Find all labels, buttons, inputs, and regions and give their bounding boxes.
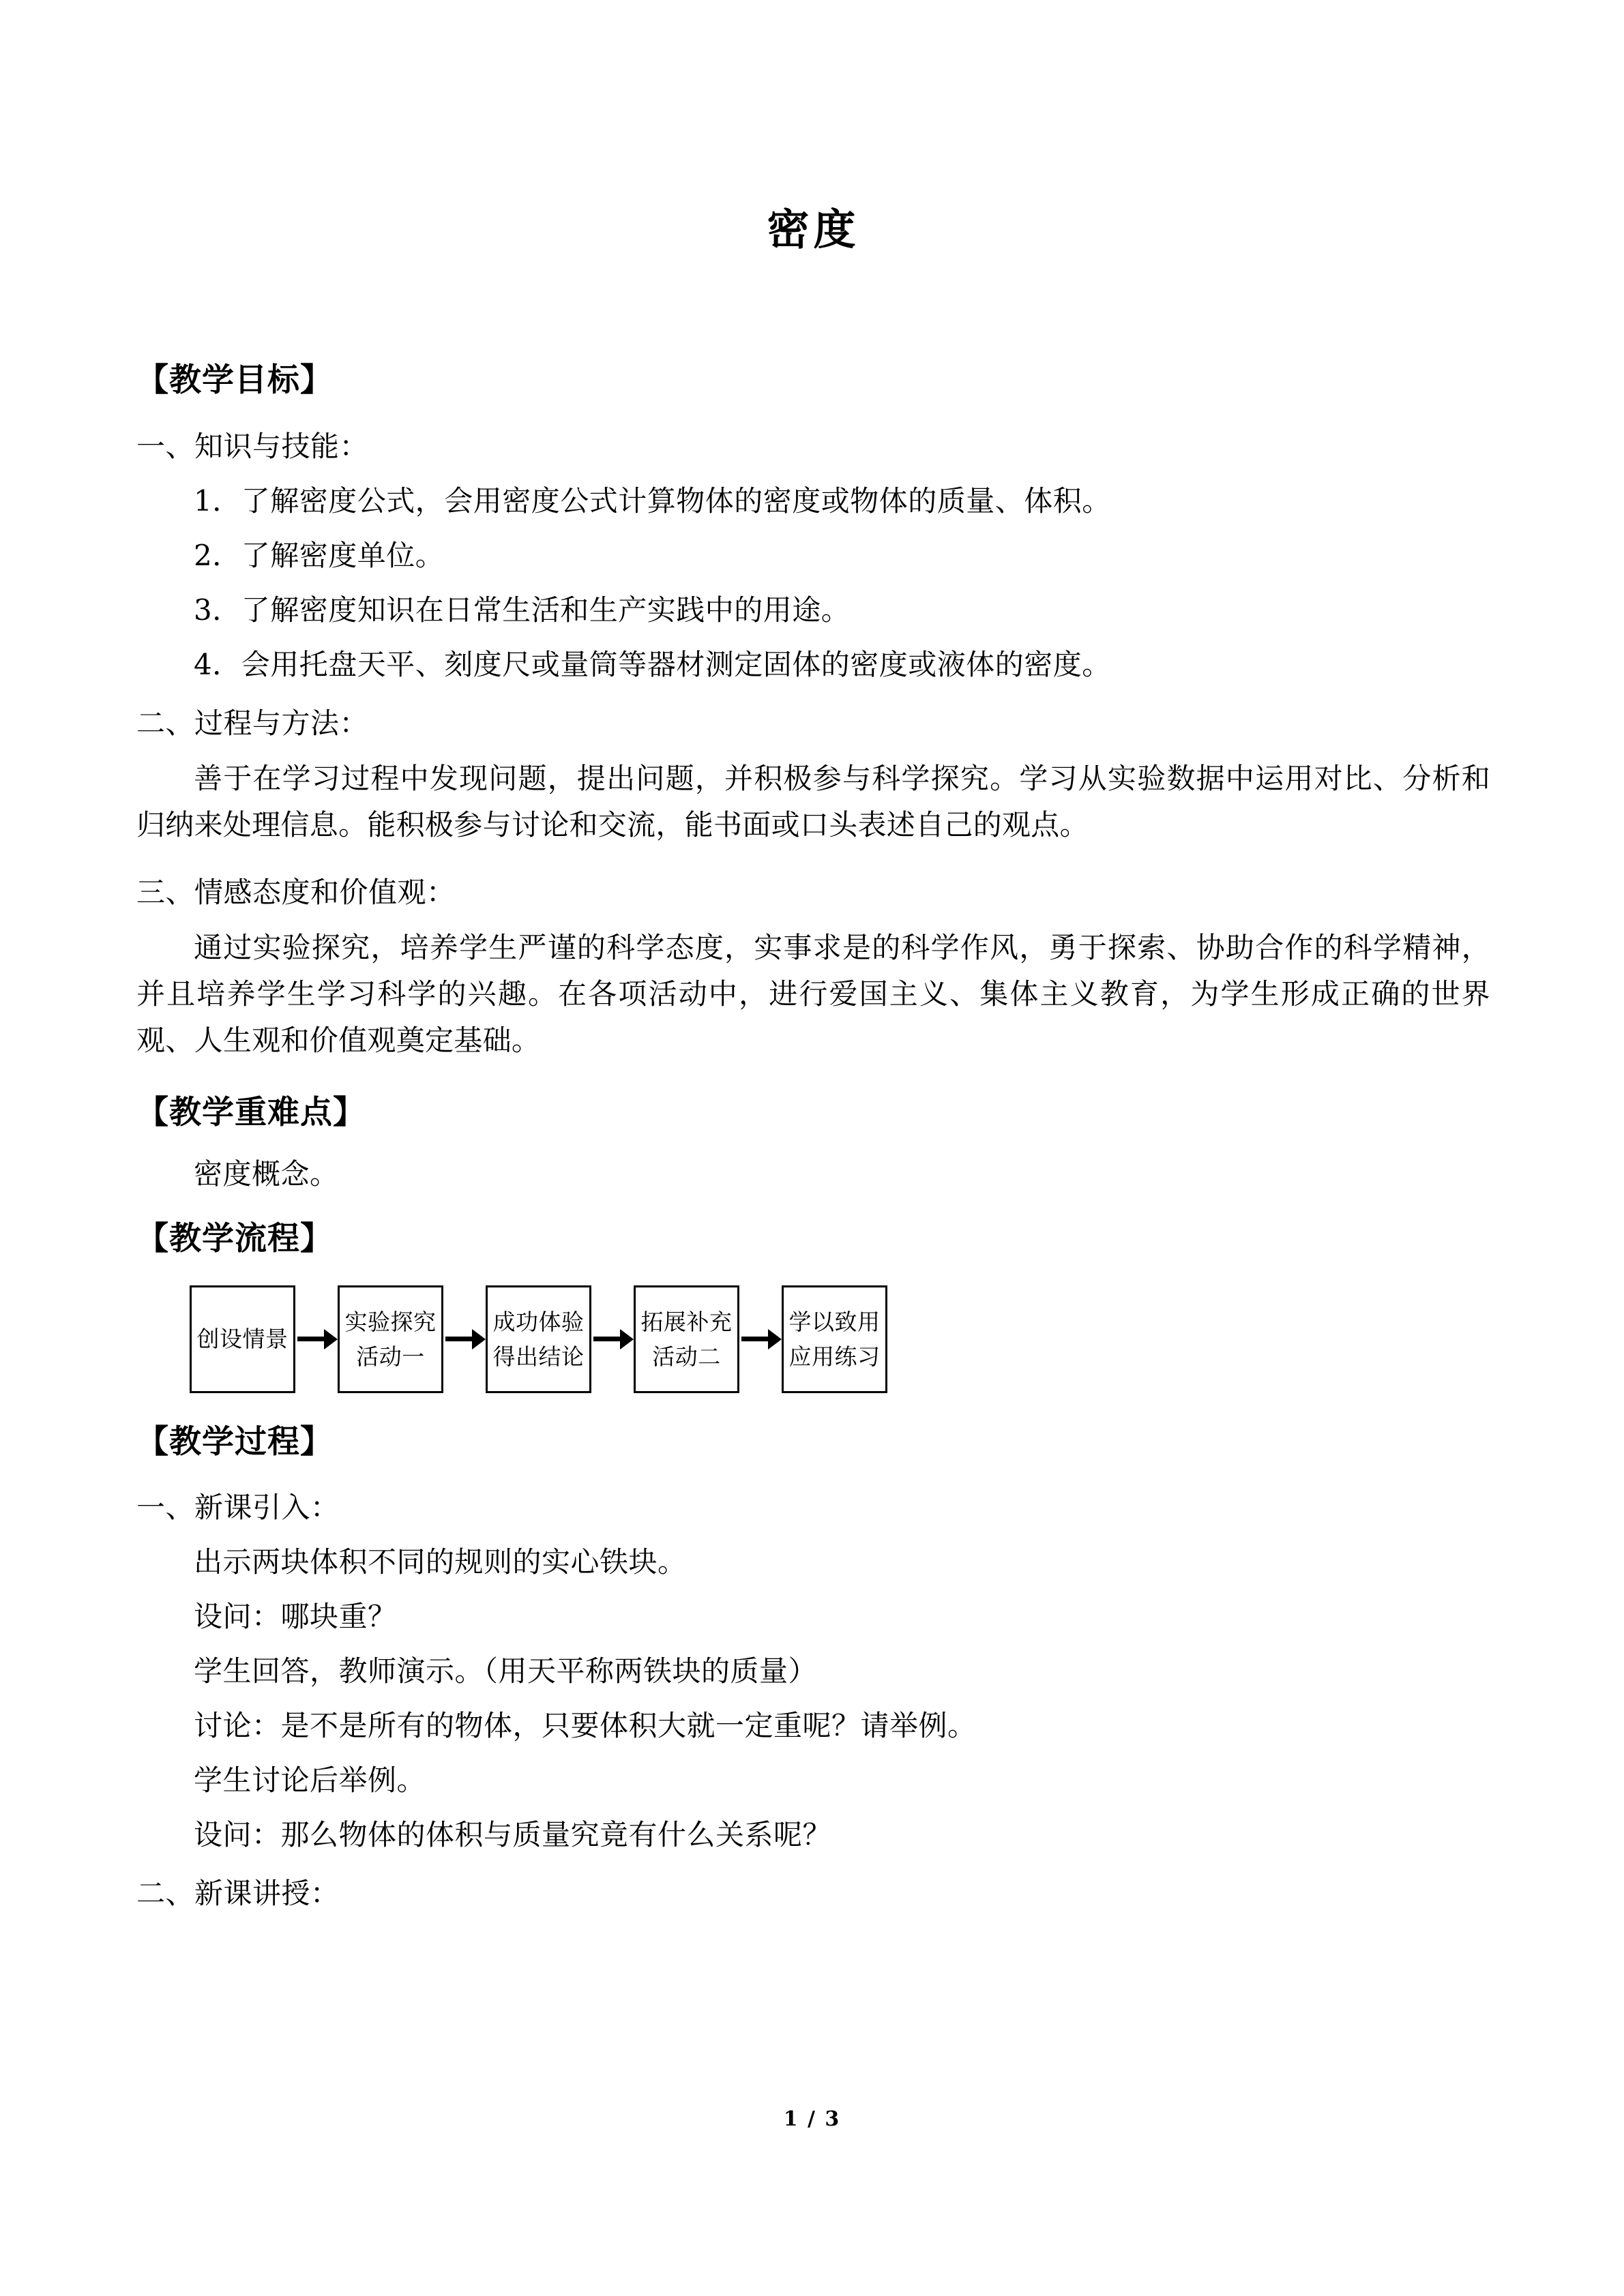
process-line-2: 设问：哪块重？ bbox=[194, 1600, 397, 1634]
process-line-5: 学生讨论后举例。 bbox=[194, 1763, 426, 1798]
arrow-head bbox=[768, 1329, 782, 1350]
objectives-group2-label: 二、过程与方法： bbox=[136, 706, 369, 740]
flow-box-4-line2: 活动二 bbox=[652, 1343, 721, 1370]
arrow-shaft bbox=[593, 1337, 620, 1341]
flow-box-4 bbox=[634, 1285, 739, 1393]
page-footer: 1 / 3 bbox=[783, 2107, 841, 2131]
objective-item-2: 2．了解密度单位。 bbox=[194, 538, 445, 572]
flow-box-2-line1: 实验探究 bbox=[344, 1308, 437, 1335]
section-heading-key-points: 【教学重难点】 bbox=[136, 1093, 366, 1131]
flow-box-3-line2: 得出结论 bbox=[492, 1343, 585, 1370]
section-heading-flow: 【教学流程】 bbox=[136, 1220, 333, 1258]
flow-box-1 bbox=[190, 1285, 295, 1393]
page-content bbox=[136, 0, 1490, 1911]
flow-box-4-line1: 拓展补充 bbox=[640, 1308, 733, 1335]
flow-box-1-line1: 创设情景 bbox=[196, 1326, 289, 1353]
arrow-head bbox=[620, 1329, 634, 1350]
flow-box-2 bbox=[338, 1285, 443, 1393]
arrow-shaft bbox=[297, 1337, 324, 1341]
arrow-head bbox=[472, 1329, 486, 1350]
arrow-head bbox=[324, 1329, 338, 1350]
flow-arrow-icon-4 bbox=[739, 1329, 782, 1350]
flow-box-3 bbox=[486, 1285, 591, 1393]
process-part2-label: 二、新课讲授： bbox=[136, 1877, 340, 1911]
objectives-group1-label: 一、知识与技能： bbox=[136, 429, 369, 463]
objectives-group3-label: 三、情感态度和价值观： bbox=[136, 875, 456, 909]
flow-arrow-icon-2 bbox=[443, 1329, 486, 1350]
page-title: 密度 bbox=[767, 205, 860, 254]
objectives-group2-paragraph: 善于在学习过程中发现问题，提出问题，并积极参与科学探究。学习从实验数据中运用对比、分析和归纳来处理信息。能积极参与讨论和交流，能书面或口头表述自己的观点。 bbox=[136, 761, 1490, 841]
teaching-flow-diagram bbox=[190, 1285, 1490, 1393]
objectives-group3-paragraph: 通过实验探究，培养学生严谨的科学态度，实事求是的科学作风，勇于探索、协助合作的科学精神，并且培养学生学习科学的兴趣。在各项活动中，进行爱国主义、集体主义教育，为学生形成正确的世界观、人生观和价值观奠定基础。 bbox=[136, 930, 1490, 1057]
process-line-6: 设问：那么物体的体积与质量究竟有什么关系呢？ bbox=[194, 1818, 832, 1852]
process-part1-label: 一、新课引入： bbox=[136, 1491, 340, 1525]
process-line-3: 学生回答，教师演示。（用天平称两铁块的质量） bbox=[194, 1654, 818, 1688]
flow-box-5-line1: 学以致用 bbox=[788, 1308, 881, 1335]
flow-box-5 bbox=[782, 1285, 887, 1393]
section-heading-process: 【教学过程】 bbox=[136, 1422, 333, 1461]
arrow-shaft bbox=[445, 1337, 472, 1341]
key-points-text: 密度概念。 bbox=[194, 1157, 339, 1191]
section-heading-objectives: 【教学目标】 bbox=[136, 361, 333, 400]
flow-box-5-line2: 应用练习 bbox=[788, 1343, 881, 1370]
objective-item-1: 1．了解密度公式，会用密度公式计算物体的密度或物体的质量、体积。 bbox=[194, 483, 1111, 518]
flow-arrow-icon-3 bbox=[591, 1329, 634, 1350]
process-line-1: 出示两块体积不同的规则的实心铁块。 bbox=[194, 1545, 687, 1579]
objective-item-3: 3．了解密度知识在日常生活和生产实践中的用途。 bbox=[194, 593, 851, 627]
flow-box-3-line1: 成功体验 bbox=[492, 1308, 585, 1335]
process-line-4: 讨论：是不是所有的物体，只要体积大就一定重呢？请举例。 bbox=[194, 1709, 977, 1743]
objective-item-4: 4．会用托盘天平、刻度尺或量筒等器材测定固体的密度或液体的密度。 bbox=[194, 647, 1111, 681]
flow-box-2-line2: 活动一 bbox=[356, 1343, 425, 1370]
arrow-shaft bbox=[741, 1337, 768, 1341]
flow-arrow-icon-1 bbox=[295, 1329, 338, 1350]
